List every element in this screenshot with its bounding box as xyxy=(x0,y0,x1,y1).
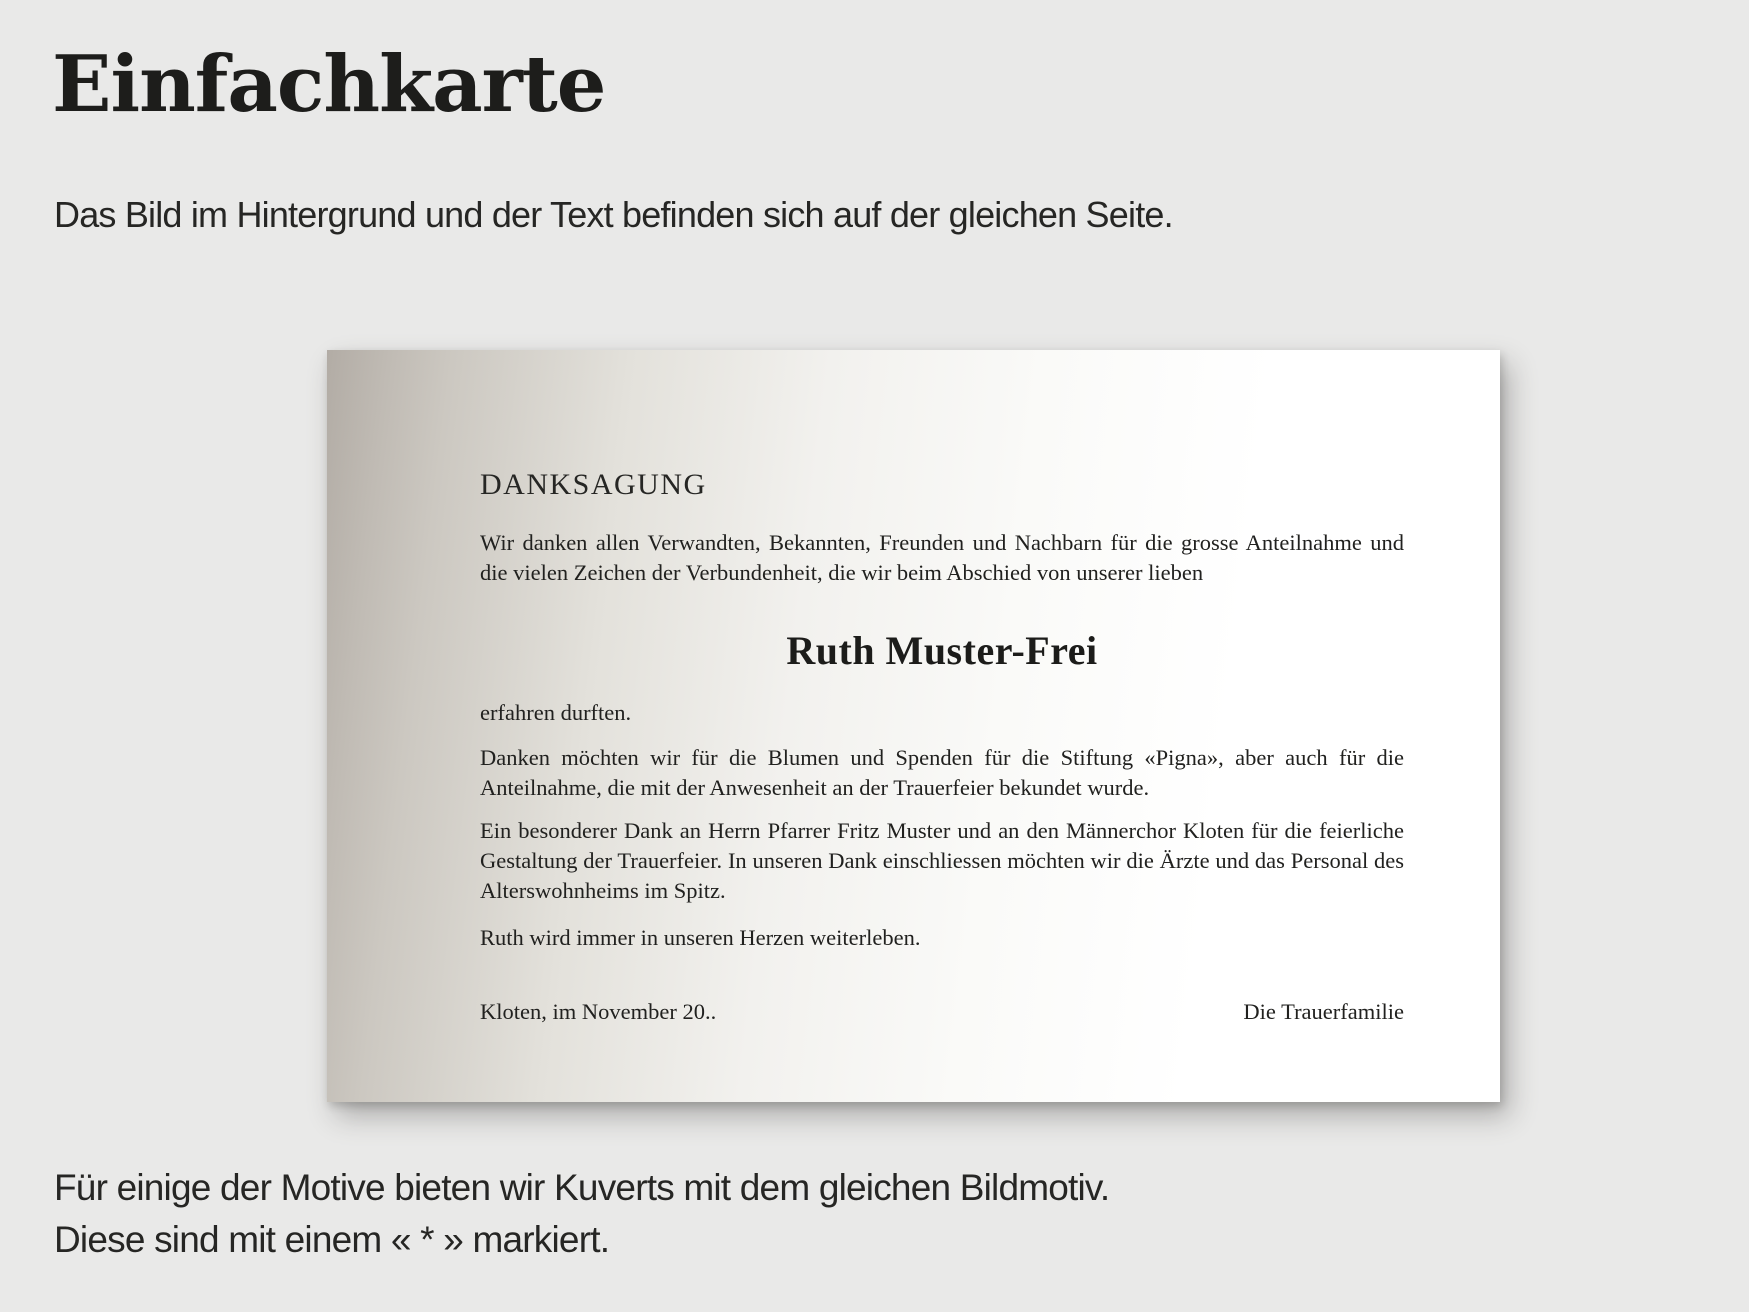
card-heading: DANKSAGUNG xyxy=(480,468,707,501)
page-footer xyxy=(54,1162,1109,1266)
card-paragraph-danken: Danken möchten wir für die Blumen und Spenden für die Stiftung «Pigna», aber auch für die Anteilnahme, die mit der Anwesenheit an der Trauerfeier bekundet wurde. xyxy=(480,745,1404,800)
card-paragraph-intro: Wir danken allen Verwandten, Bekannten, Freunden und Nachbarn für die grosse Anteilnahme und die vielen Zeichen der Verbundenheit, die wir beim Abschied von unserer lieben xyxy=(480,530,1404,585)
card-paragraph-herzen: Ruth wird immer in unseren Herzen weiterleben. xyxy=(480,925,921,950)
memorial-card-preview xyxy=(327,350,1500,1102)
card-paragraph-erfahren: erfahren durften. xyxy=(480,700,632,725)
deceased-name: Ruth Muster-Frei xyxy=(786,628,1098,673)
footer-line-2: Diese sind mit einem « * » markiert. xyxy=(54,1219,610,1260)
page-subtitle: Das Bild im Hintergrund und der Text befinden sich auf der gleichen Seite. xyxy=(54,194,1173,235)
footer-line-1: Für einige der Motive bieten wir Kuverts mit dem gleichen Bildmotiv. xyxy=(54,1167,1110,1208)
card-bottom-row xyxy=(480,997,1404,1027)
place-date: Kloten, im November 20.. xyxy=(480,999,717,1024)
signature: Die Trauerfamilie xyxy=(1243,999,1404,1024)
card-paragraph-besonderer-dank: Ein besonderer Dank an Herrn Pfarrer Fritz Muster und an den Männerchor Kloten für die feierliche Gestaltung der Trauerfeier. In unseren Dank einschliessen möchten wir die Ärzte und das Personal des Alterswohnheims im Spitz. xyxy=(480,818,1404,903)
page-title: Einfachkarte xyxy=(52,39,606,130)
